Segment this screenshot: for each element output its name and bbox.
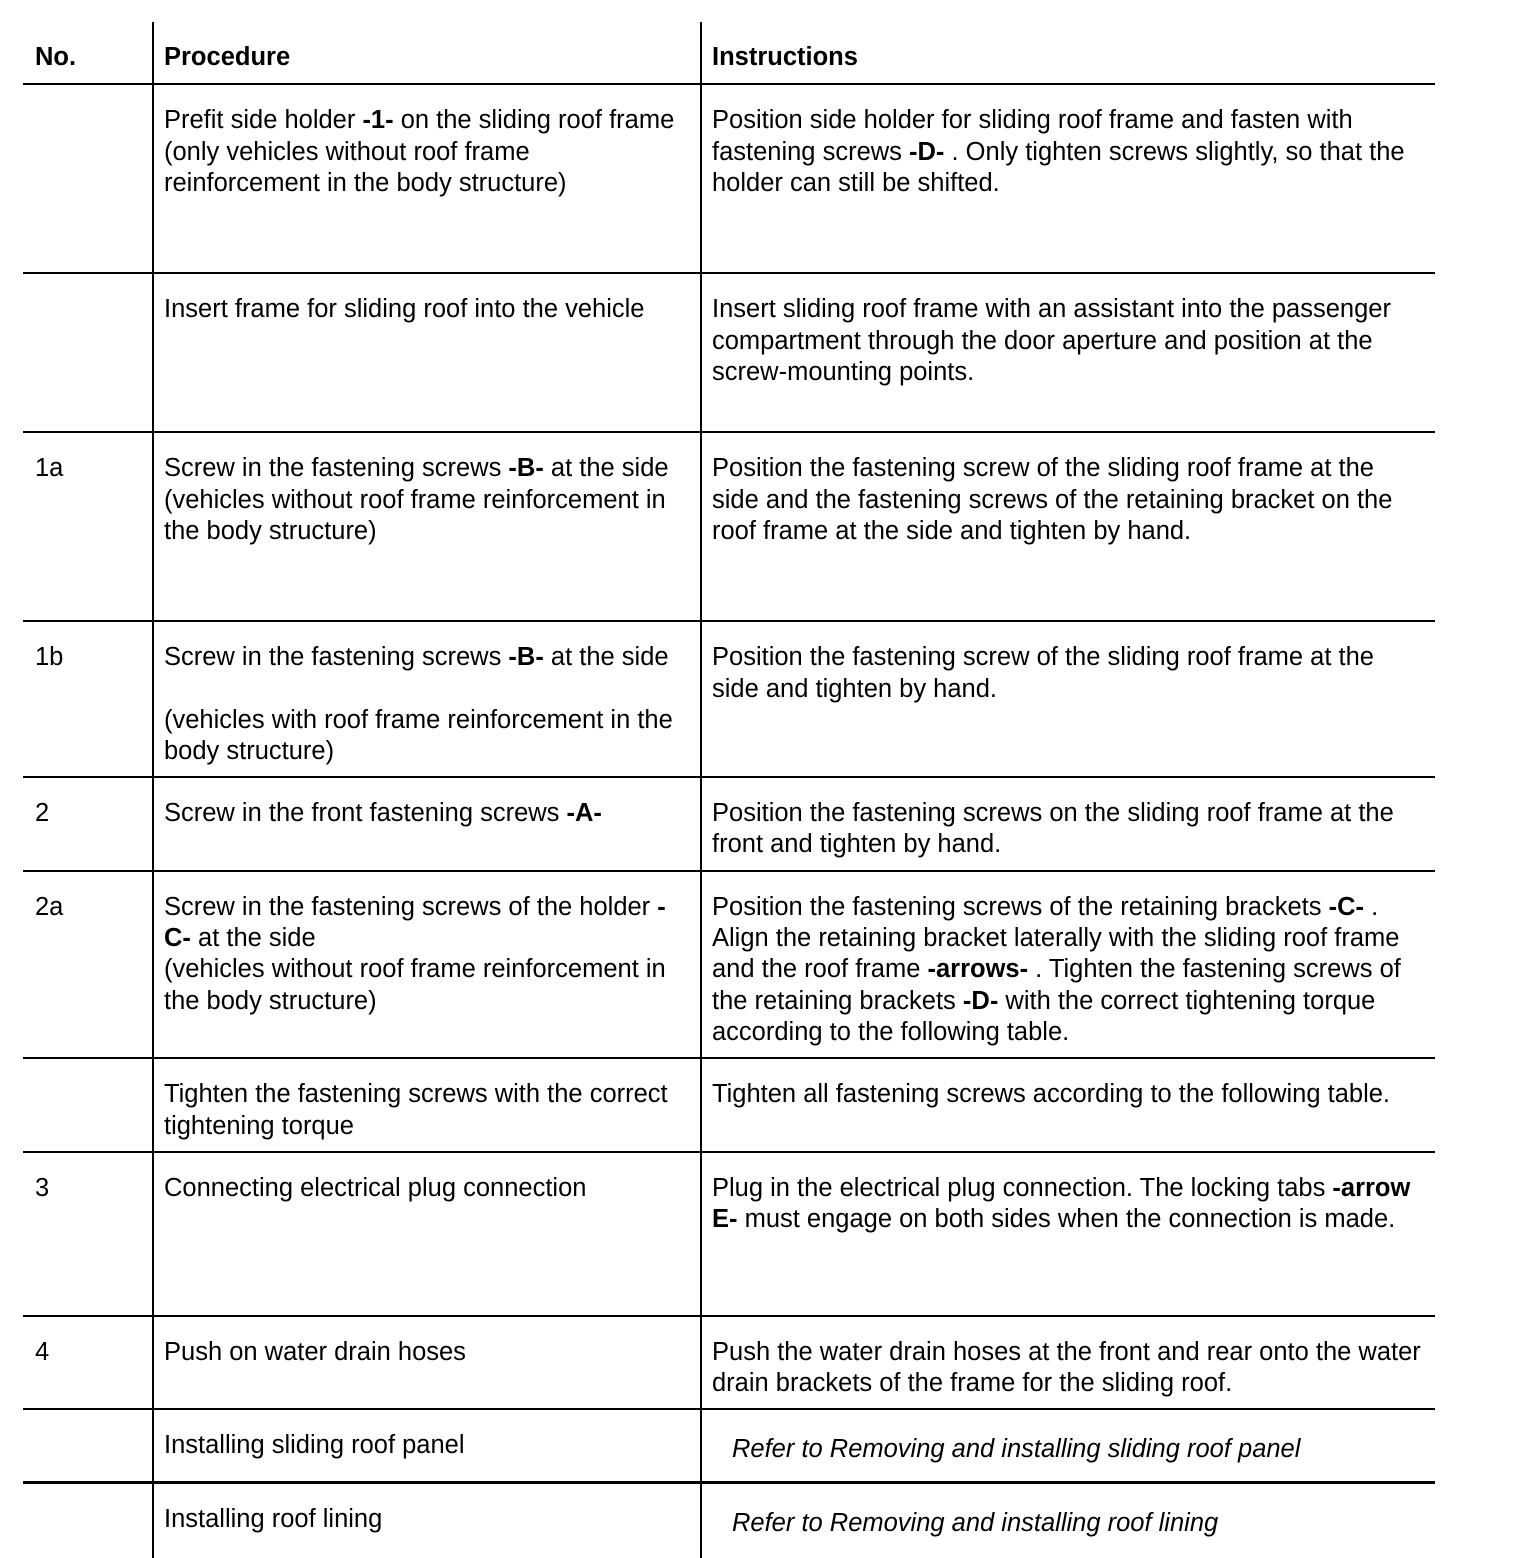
procedure-cell [153, 84, 701, 273]
procedure-text: Installing roof lining [164, 1505, 383, 1534]
procedure-text: Insert frame for sliding roof into the vehicle [164, 295, 645, 324]
table-row [23, 621, 1435, 777]
procedure-text: Screw in the fastening screws of the holder [164, 892, 658, 921]
procedure-text: Screw in the fastening screws [164, 643, 509, 672]
instructions-text: Position side holder for sliding roof frame and fasten with fastening screws [712, 106, 1353, 166]
procedure-cell [153, 1152, 701, 1316]
table-row [23, 84, 1435, 273]
instructions-text: Plug in the electrical plug connection. The locking tabs [712, 1173, 1333, 1202]
instructions-text: Position the fastening screw of the sliding roof frame at the side and the fastening screws of the retaining bracket on the roof frame at the side and tighten by hand. [712, 454, 1393, 545]
instructions-text: must engage on both sides when the connection is made. [737, 1205, 1396, 1234]
step-number: 1b [23, 621, 153, 777]
procedure-cell [153, 871, 701, 1058]
instructions-cell [701, 1152, 1435, 1316]
table-row [23, 871, 1435, 1058]
instructions-cell [701, 1058, 1435, 1152]
procedure-text: at the side [190, 924, 316, 953]
step-number: 2a [23, 871, 153, 1058]
table-row [23, 432, 1435, 621]
procedure-note: (vehicles without roof frame reinforcement in the body structure) [164, 955, 666, 1015]
procedure-text: Installing sliding roof panel [164, 1431, 465, 1460]
procedure-text: Prefit side holder [164, 106, 363, 135]
step-number [23, 273, 153, 432]
procedure-cell [153, 1409, 701, 1483]
part-label: -C- [1328, 892, 1364, 921]
table-row [23, 1483, 1435, 1558]
table-row [23, 777, 1435, 871]
procedure-cell [153, 777, 701, 871]
procedure-text: on the sliding roof frame [393, 106, 675, 135]
table-row [23, 1152, 1435, 1316]
table-row [23, 273, 1435, 432]
part-label: -1- [362, 106, 394, 135]
cross-reference-link[interactable]: Refer to Removing and installing roof lining [732, 1509, 1219, 1538]
part-label: -arrow E- [712, 1173, 1411, 1234]
instructions-text: Insert sliding roof frame with an assistant into the passenger compartment through the door aperture and position at the screw-mounting points. [712, 295, 1391, 386]
header-instructions: Instructions [701, 22, 1435, 84]
procedure-text: Connecting electrical plug connection [164, 1173, 587, 1202]
step-number: 2 [23, 777, 153, 871]
instructions-text: Tighten all fastening screws according to the following table. [712, 1080, 1391, 1109]
table-row [23, 1409, 1435, 1483]
instructions-text: . Tighten the fastening screws of the retaining brackets [712, 955, 1401, 1015]
table-row [23, 1058, 1435, 1152]
part-label: -arrows- [927, 955, 1029, 984]
instructions-text: Position the fastening screw of the sliding roof frame at the side and tighten by hand. [712, 643, 1374, 703]
cross-reference-link[interactable]: Refer to Removing and installing sliding roof panel [732, 1435, 1301, 1464]
header-no: No. [23, 22, 153, 84]
procedure-cell [153, 1316, 701, 1410]
part-label: -B- [508, 454, 544, 483]
procedure-text: at the side [543, 454, 669, 483]
procedure-text: at the side [543, 643, 669, 672]
part-label: -D- [909, 137, 945, 166]
procedure-text: Push on water drain hoses [164, 1337, 466, 1366]
part-label: -D- [962, 986, 999, 1015]
step-number [23, 1409, 153, 1483]
spacer [164, 674, 690, 705]
instructions-cell [701, 273, 1435, 432]
instructions-text: with the correct tightening torque according to the following table. [712, 986, 1376, 1046]
step-number [23, 84, 153, 273]
procedure-cell [153, 1058, 701, 1152]
instructions-cell [701, 84, 1435, 273]
procedure-text: Tighten the fastening screws with the correct tightening torque [164, 1080, 668, 1140]
procedure-text: Screw in the fastening screws [164, 454, 509, 483]
table-header-row [23, 22, 1435, 84]
procedure-cell [153, 1483, 701, 1558]
procedure-table [23, 22, 1435, 1558]
instructions-cell [701, 1483, 1435, 1558]
instructions-text: Push the water drain hoses at the front and rear onto the water drain brackets of the frame for the sliding roof. [712, 1337, 1421, 1398]
procedure-cell [153, 273, 701, 432]
step-number [23, 1058, 153, 1152]
instructions-cell [701, 1316, 1435, 1410]
instructions-cell [701, 777, 1435, 871]
procedure-note: (only vehicles without roof frame reinforcement in the body structure) [164, 137, 567, 197]
part-label: -B- [508, 643, 544, 672]
part-label: -A- [566, 799, 602, 828]
instructions-text: Position the fastening screws on the sliding roof frame at the front and tighten by hand. [712, 799, 1394, 859]
procedure-note: (vehicles with roof frame reinforcement in the body structure) [164, 705, 673, 765]
instructions-text: Position the fastening screws of the retaining brackets [712, 892, 1329, 921]
procedure-note: (vehicles without roof frame reinforcement in the body structure) [164, 485, 666, 545]
instructions-cell [701, 432, 1435, 621]
part-label: -C- [164, 892, 666, 953]
procedure-text: Screw in the front fastening screws [164, 799, 567, 828]
instructions-cell [701, 1409, 1435, 1483]
step-number [23, 1483, 153, 1558]
step-number: 1a [23, 432, 153, 621]
instructions-cell [701, 621, 1435, 777]
table-row [23, 1316, 1435, 1410]
instructions-text: . Align the retaining bracket laterally with the sliding roof frame and the roof frame [712, 892, 1400, 984]
instructions-cell [701, 871, 1435, 1058]
step-number: 3 [23, 1152, 153, 1316]
instructions-text: . Only tighten screws slightly, so that the holder can still be shifted. [712, 137, 1405, 197]
header-procedure: Procedure [153, 22, 701, 84]
procedure-cell [153, 432, 701, 621]
procedure-cell [153, 621, 701, 777]
step-number: 4 [23, 1316, 153, 1410]
